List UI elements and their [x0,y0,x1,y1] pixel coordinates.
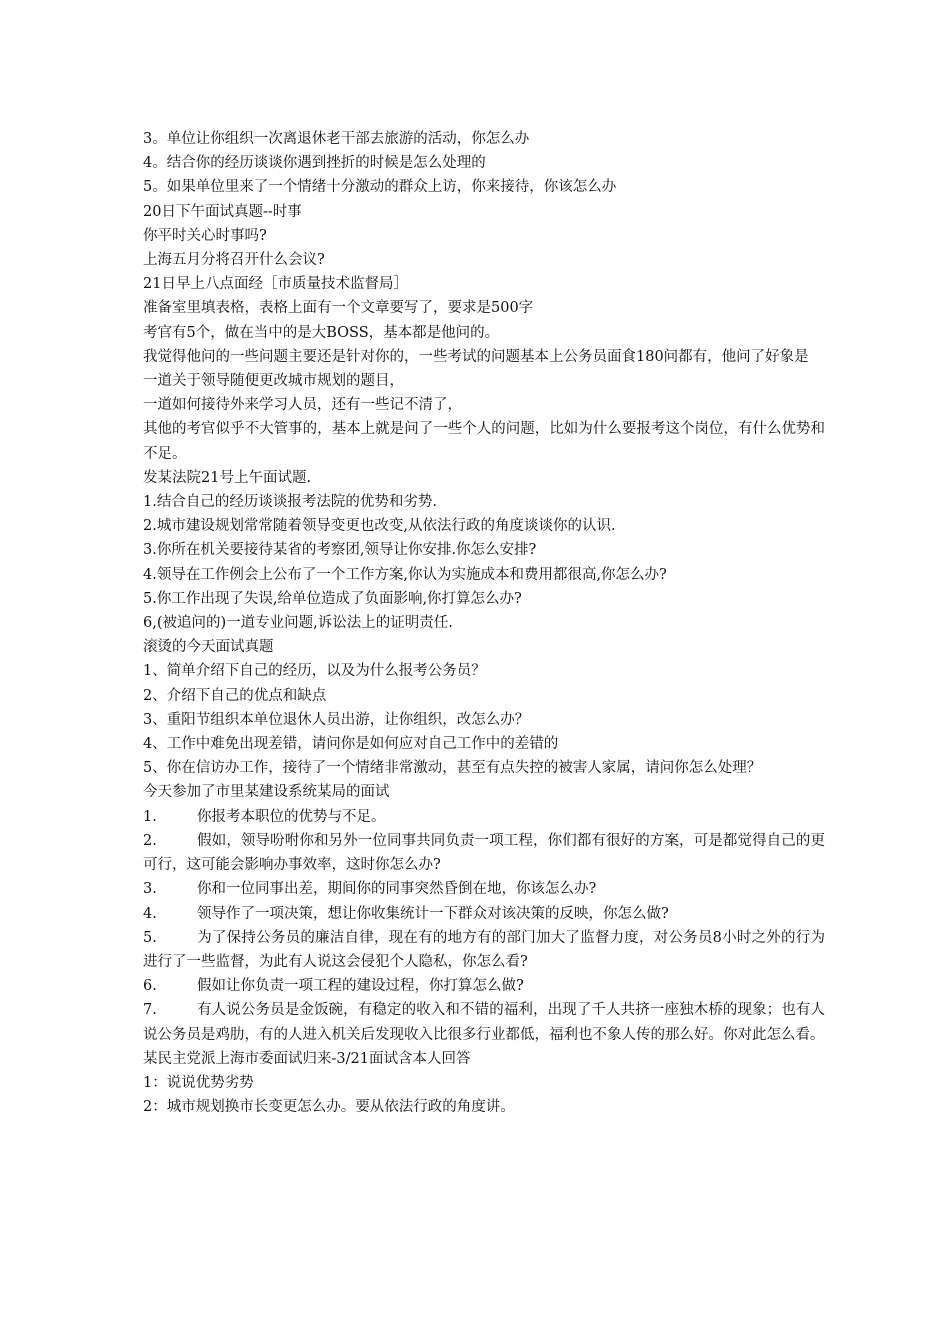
numbered-item [143,974,825,998]
list-item: 4.领导在工作例会上公布了一个工作方案,你认为实施成本和费用都很高,你怎么办? [143,566,667,583]
text-line: 3。单位让你组织一次离退休老干部去旅游的活动，你怎么办 [143,131,530,147]
list-item: 5.你工作出现了失误,给单位造成了负面影响,你打算怎么办? [143,590,522,607]
item-text: 假如让你负责一项工程的建设过程，你打算怎么做? [197,978,524,995]
text-line: 准备室里填表格，表格上面有一个文章要写了，要求是500字 [143,300,534,317]
item-text: 有人说公务员是金饭碗，有稳定的收入和不错的福利，出现了千人共挤一座独木桥的现象；也有人说公务员是鸡肋，有的人进入机关后发现收入比很多行业都低，福利也不象人传的那么好。你对此怎么看。 [143,1002,825,1043]
document-body [143,127,825,1119]
item-text: 你报考本职位的优势与不足。 [197,808,386,825]
item-number: 5. [143,929,157,946]
section-heading: 发某法院21号上午面试题. [143,469,312,486]
text-line: 你平时关心时事吗? [143,227,267,244]
item-text: 为了保持公务员的廉洁自律，现在有的地方有的部门加大了监督力度，对公务员8小时之外的行为进行了一些监督，为此有人说这会侵犯个人隐私，你怎么看? [143,929,825,970]
text-line: 一道如何接待外来学习人员，还有一些记不清了， [143,397,462,414]
item-text: 领导作了一项决策，想让你收集统计一下群众对该决策的反映，你怎么做? [197,905,669,922]
numbered-item [143,926,825,974]
section-heading: 20日下午面试真题--时事 [143,203,302,220]
text-line: 上海五月分将召开什么会议? [143,252,325,269]
list-item: 2、介绍下自己的优点和缺点 [143,687,327,704]
text-line: 一道关于领导随便更改城市规划的题目， [143,373,404,390]
list-item: 2.城市建设规划常常随着领导变更也改变,从依法行政的角度谈谈你的认识. [143,518,616,535]
item-number: 1. [143,808,157,825]
section-heading: 某民主党派上海市委面试归来-3/21面试含本人回答 [143,1050,471,1067]
item-text: 假如，领导吩咐你和另外一位同事共同负责一项工程，你们都有很好的方案，可是都觉得自己的更可行，这可能会影响办事效率，这时你怎么办? [143,832,825,874]
list-item: 1：说说优势劣势 [143,1074,254,1091]
numbered-item [143,998,825,1046]
text-line: 5。如果单位里来了一个情绪十分激动的群众上访，你来接待，你该怎么办 [143,179,617,196]
list-item: 4、工作中难免出现差错，请问你是如何应对自己工作中的差错的 [143,736,559,753]
item-number: 3. [143,881,157,898]
item-number: 6. [143,978,157,995]
numbered-item [143,877,825,901]
list-item: 6,(被追问的)一道专业问题,诉讼法上的证明责任. [143,615,453,632]
numbered-item [143,805,825,829]
list-item: 2：城市规划换市长变更怎么办。要从依法行政的角度讲。 [143,1099,515,1116]
text-line: 考官有5个，做在当中的是大BOSS，基本都是他问的。 [143,324,500,341]
numbered-item [143,829,825,877]
list-item: 5、你在信访办工作，接待了一个情绪非常激动，甚至有点失控的被害人家属，请问你怎么处理？ [143,760,762,777]
list-item: 1.结合自己的经历谈谈报考法院的优势和劣势. [143,494,437,511]
item-number: 7. [143,1002,157,1019]
list-item: 1、简单介绍下自己的经历，以及为什么报考公务员？ [143,663,486,680]
paragraph: 我觉得他问的一些问题主要还是针对你的，一些考试的问题基本上公务员面食180问都有，他问了好象是 [143,348,809,365]
section-heading: 滚烫的今天面试真题 [143,639,274,656]
item-text: 你和一位同事出差，期间你的同事突然昏倒在地，你该怎么办? [197,881,597,898]
list-item: 3.你所在机关要接待某省的考察团,领导让你安排.你怎么安排? [143,542,537,559]
section-heading: 今天参加了市里某建设系统某局的面试 [143,784,390,801]
item-number: 4. [143,905,157,922]
list-item: 3、重阳节组织本单位退休人员出游，让你组织，改怎么办？ [143,711,530,728]
section-heading: 21日早上八点面经［市质量技术监督局］ [143,276,408,293]
paragraph: 其他的考官似乎不大管事的，基本上就是问了一些个人的问题，比如为什么要报考这个岗位，有什么优势和不足。 [143,421,825,462]
item-number: 2. [143,832,157,849]
numbered-item [143,902,825,926]
text-line: 4。结合你的经历谈谈你遇到挫折的时候是怎么处理的 [143,155,486,172]
